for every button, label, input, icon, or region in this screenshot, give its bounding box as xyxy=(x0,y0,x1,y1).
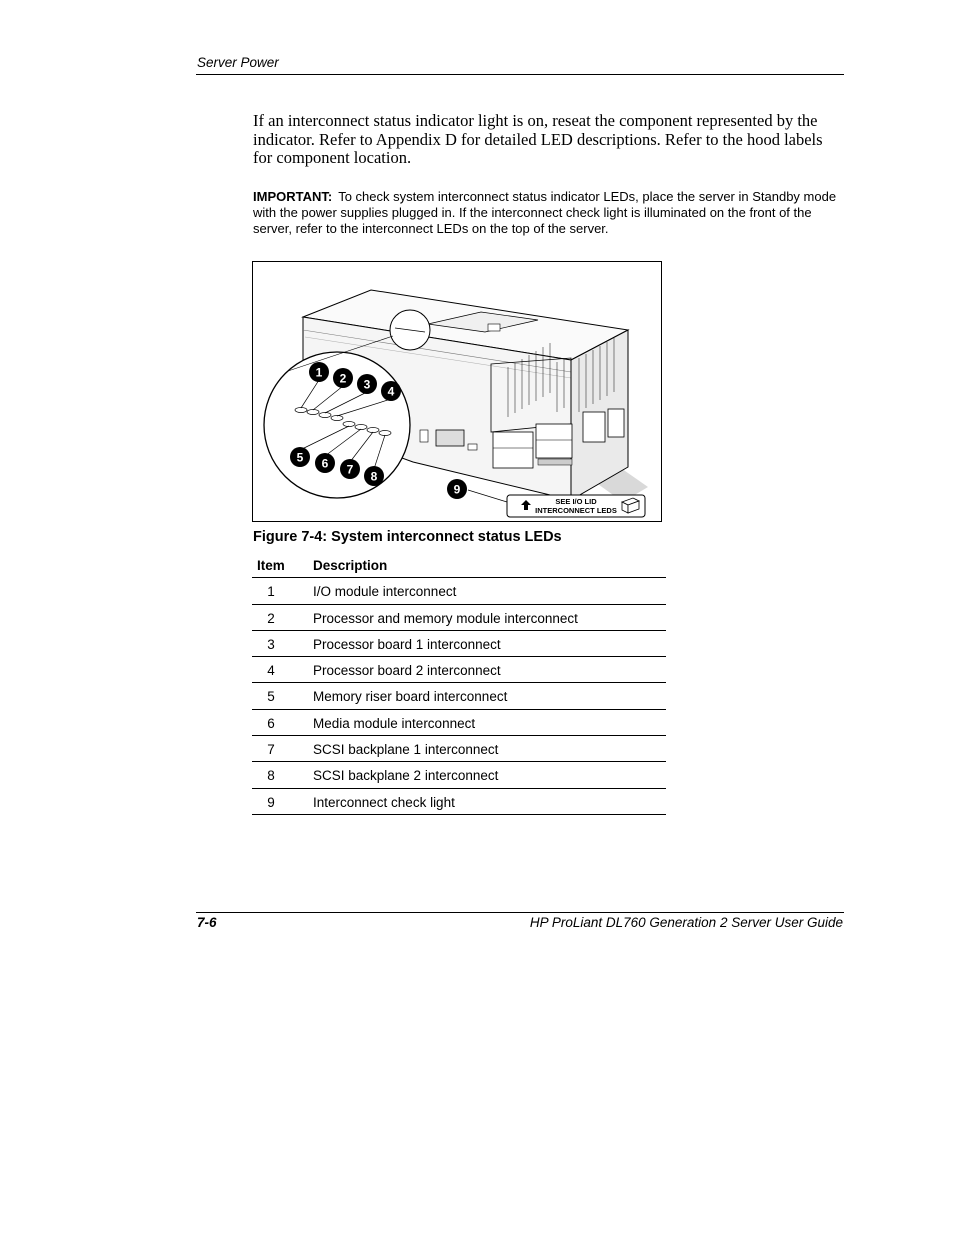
important-text: To check system interconnect status indicator LEDs, place the server in Standby mode with the power supplies plugged in. If the interconnect check light is illuminated on the front of the server, refer to the interconnect LEDs on the top of the server. xyxy=(253,189,837,236)
intro-paragraph: If an interconnect status indicator light is on, reseat the component represented by the indicator. Refer to Appendix D for detailed LED descriptions. Refer to the hood labels for component location. xyxy=(253,111,823,167)
callout-9: 9 xyxy=(453,482,461,497)
important-label: IMPORTANT: xyxy=(253,189,333,204)
table-row xyxy=(252,605,666,631)
hood-label-line2: INTERCONNECT LEDS xyxy=(535,506,617,515)
table-row xyxy=(252,657,666,683)
table-cell-description: SCSI backplane 1 interconnect xyxy=(313,742,499,758)
table-cell-description: Memory riser board interconnect xyxy=(313,689,508,705)
table-cell-item: 5 xyxy=(267,689,275,705)
table-row xyxy=(252,631,666,657)
callout-5: 5 xyxy=(296,450,304,465)
callout-1: 1 xyxy=(315,365,323,380)
server-figure xyxy=(252,261,662,522)
table-cell-description: I/O module interconnect xyxy=(313,584,457,600)
table-row xyxy=(252,789,666,815)
drive-bay-1 xyxy=(493,432,533,468)
guide-title: HP ProLiant DL760 Generation 2 Server User Guide xyxy=(529,915,843,930)
table-cell-item: 6 xyxy=(267,715,275,731)
table-cell-item: 8 xyxy=(267,768,275,784)
header-divider xyxy=(196,74,844,75)
table-cell-item: 3 xyxy=(267,636,275,652)
table-cell-item: 1 xyxy=(267,584,275,600)
server-illustration xyxy=(253,262,661,521)
table-cell-item: 4 xyxy=(267,663,275,679)
figure-caption: Figure 7-4: System interconnect status LEDs xyxy=(253,529,562,545)
table-cell-item: 7 xyxy=(267,742,275,758)
footer-divider xyxy=(196,912,844,913)
top-connector xyxy=(488,324,500,331)
page-number: 7-6 xyxy=(197,915,217,930)
callout-4: 4 xyxy=(387,384,395,399)
callout-8: 8 xyxy=(370,469,378,484)
table-cell-description: SCSI backplane 2 interconnect xyxy=(313,768,499,784)
drive-bay-2 xyxy=(536,424,572,458)
side-handle xyxy=(436,430,464,446)
table-cell-item: 2 xyxy=(267,610,275,626)
table-cell-description: Media module interconnect xyxy=(313,715,476,731)
table-cell-description: Processor board 1 interconnect xyxy=(313,636,501,652)
callout-2: 2 xyxy=(339,371,347,386)
table-header-item: Item xyxy=(257,558,285,573)
table-row xyxy=(252,736,666,762)
callout-6: 6 xyxy=(321,456,329,471)
table-cell-item: 9 xyxy=(267,794,275,810)
table-cell-description: Interconnect check light xyxy=(313,794,455,810)
table-row xyxy=(252,578,666,604)
table-row xyxy=(252,710,666,736)
led-table xyxy=(252,552,666,815)
running-header: Server Power xyxy=(197,55,279,70)
callout-3: 3 xyxy=(363,377,371,392)
table-cell-description: Processor board 2 interconnect xyxy=(313,663,501,679)
table-header-row xyxy=(252,552,666,578)
media-bay xyxy=(583,412,605,442)
callout-7: 7 xyxy=(346,462,354,477)
table-row xyxy=(252,762,666,788)
table-header-description: Description xyxy=(313,558,388,573)
table-row xyxy=(252,683,666,709)
table-cell-description: Processor and memory module interconnect xyxy=(313,610,578,626)
hood-label-line1: SEE I/O LID xyxy=(555,497,597,506)
important-note xyxy=(253,189,845,237)
